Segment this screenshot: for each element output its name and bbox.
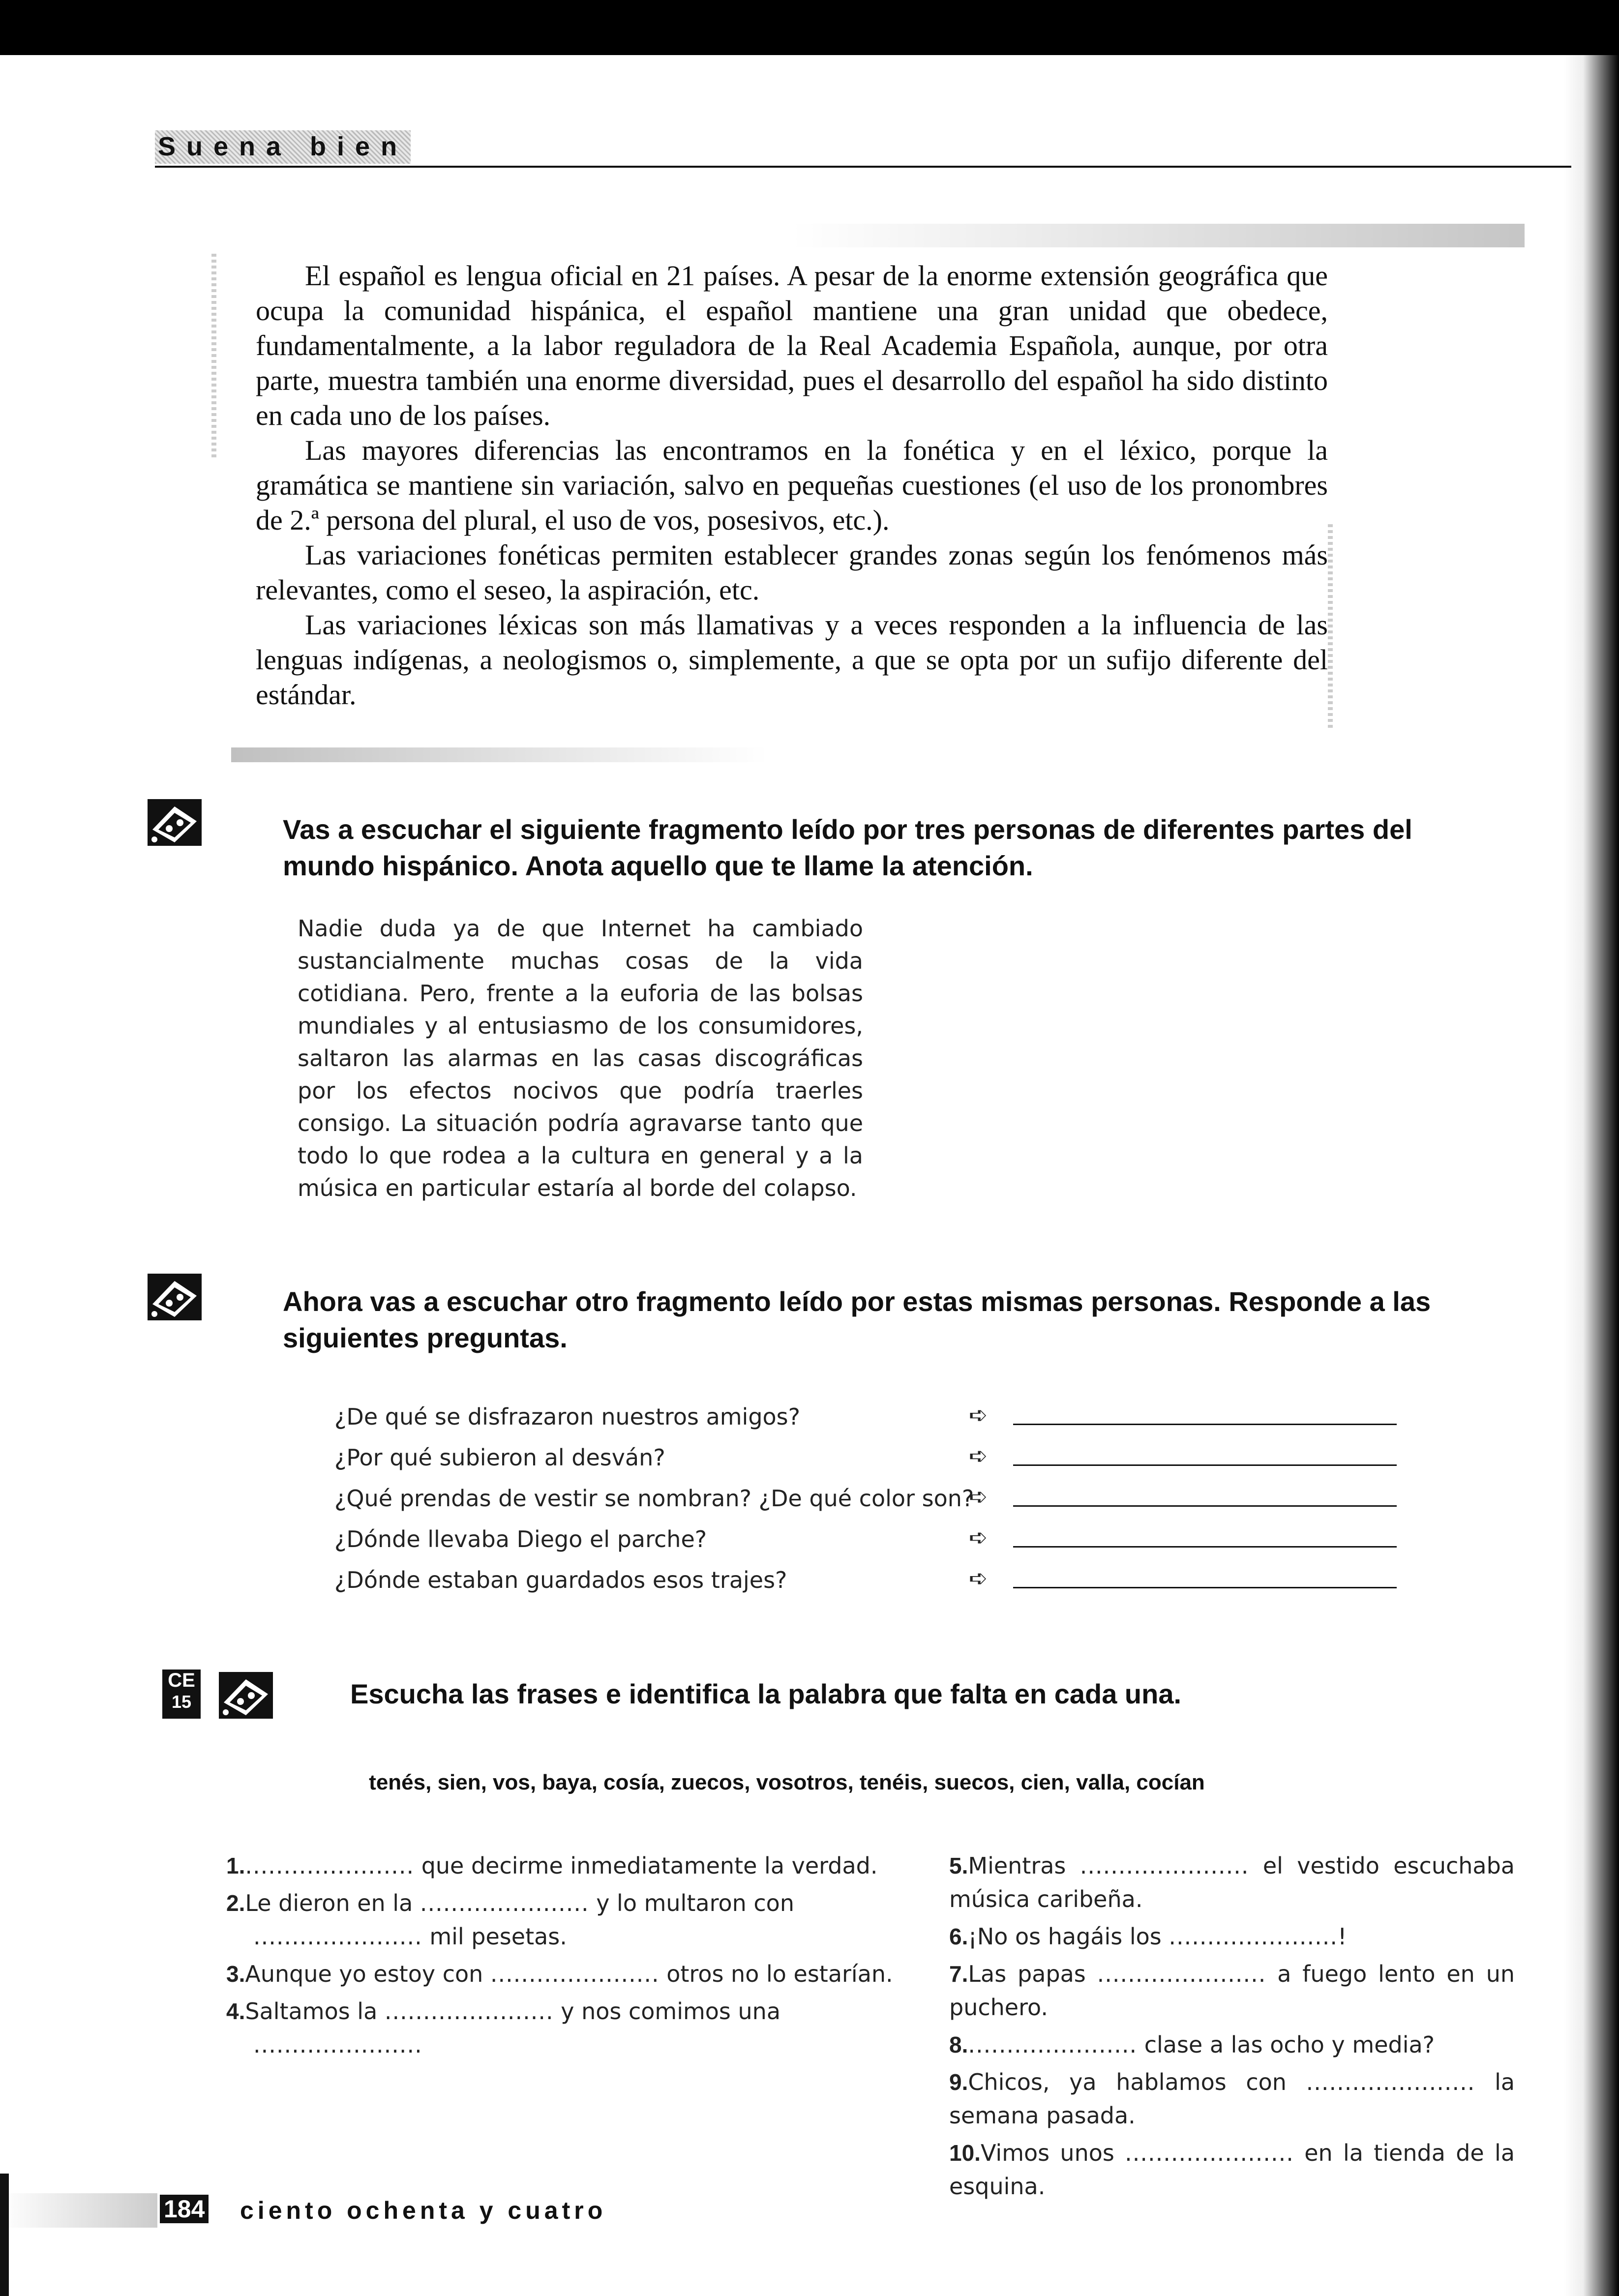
- intro-paragraph: Las mayores diferencias las encontramos en la fonética y en el léxico, porque la gramática se mantiene sin variación, salvo en pequeñas cuestiones (el uso de los pronombres de 2.ª persona del plural, el uso de vos, posesivos, etc.).: [256, 434, 1328, 536]
- exercise1-reading: Nadie duda ya de que Internet ha cambiado sustancialmente muchas cosas de la vida cotidiana. Pero, frente a la euforia de las bolsas mundiales y al entusiasmo de los consumidores, saltaron las alarmas en las casas discográficas por los efectos nocivos que podría traerles consigo. La situación podría agravarse tanto que todo lo que rodea a la cultura en general y a la música en particular estaría al borde del colapso.: [298, 915, 863, 1201]
- binding-bar: [0, 2174, 9, 2296]
- sentence-number: 10.: [949, 2140, 981, 2166]
- sentence-number: 9.: [949, 2069, 968, 2095]
- blank[interactable]: ......................: [1125, 2140, 1294, 2166]
- sentence-text: la semana pasada.: [949, 2069, 1515, 2129]
- answer-line[interactable]: [1013, 1424, 1397, 1425]
- blank[interactable]: ......................: [1079, 1852, 1249, 1879]
- cassette-icon: [148, 1274, 202, 1320]
- cassette-icon: [148, 799, 202, 846]
- sentence-text: Saltamos la: [245, 1998, 378, 2025]
- sentence-text: ¡No os hagáis los: [968, 1923, 1162, 1950]
- intro-shade-top: [792, 224, 1525, 247]
- sentence-number: 4.: [226, 1998, 245, 2024]
- sentence-number: 2.: [226, 1890, 245, 1916]
- blank[interactable]: ......................: [1169, 1923, 1338, 1950]
- question-text: ¿Dónde llevaba Diego el parche?: [334, 1526, 707, 1552]
- sentence-item: [949, 2028, 1515, 2061]
- exercise3-instruction: Escucha las frases e identifica la palabra que falta en cada una.: [350, 1678, 1182, 1709]
- sentence-item: [226, 1849, 907, 1882]
- cassette-icon-svg: [148, 1274, 202, 1320]
- blank[interactable]: ......................: [1097, 1961, 1266, 1987]
- answer-line[interactable]: [1013, 1464, 1397, 1466]
- cassette-icon: [219, 1672, 273, 1719]
- sentence-text: Chicos, ya hablamos con: [968, 2069, 1287, 2095]
- question-text: ¿Por qué subieron al desván?: [334, 1444, 665, 1471]
- cassette-icon-svg: [148, 799, 202, 846]
- sentence-number: 6.: [949, 1924, 968, 1949]
- sentence-text: en la tienda de la esquina.: [949, 2140, 1515, 2200]
- question-text: ¿Qué prendas de vestir se nombran? ¿De qué color son?: [334, 1485, 974, 1512]
- blank[interactable]: ......................: [490, 1961, 660, 1987]
- intro-paragraph: Las variaciones léxicas son más llamativas y a veces responden a la influencia de las lenguas indígenas, a neologismos o, simplemente, a que se opta por un sufijo diferente del estándar.: [256, 609, 1328, 711]
- sentence-text: Aunque yo estoy con: [245, 1961, 483, 1987]
- ce-badge: [162, 1670, 201, 1719]
- sentence-text: clase a las ocho y media?: [1144, 2031, 1435, 2058]
- arrow-icon: ➪: [969, 1483, 988, 1510]
- sentence-text: Las papas: [968, 1961, 1086, 1987]
- sentence-item: [949, 1920, 1515, 1953]
- question-list: [334, 1397, 1407, 1601]
- blank[interactable]: ......................: [253, 1923, 422, 1950]
- word-bank: tenés, sien, vos, baya, cosía, zuecos, vosotros, tenéis, suecos, cien, valla, cocían: [369, 1770, 1205, 1794]
- arrow-icon: ➪: [969, 1401, 988, 1428]
- section-title: Suena bien: [155, 130, 411, 164]
- ce-badge-bottom: 15: [171, 1692, 192, 1712]
- answer-line[interactable]: [1013, 1546, 1397, 1548]
- question-row: [334, 1478, 1407, 1519]
- sentences-right: [949, 1849, 1515, 2207]
- question-text: ¿De qué se disfrazaron nuestros amigos?: [334, 1403, 801, 1430]
- sentence-item: [949, 1957, 1515, 2024]
- blank[interactable]: ......................: [1306, 2069, 1475, 2095]
- sentence-item: [226, 1886, 907, 1953]
- sentence-item: [226, 1995, 907, 2061]
- sentence-number: 3.: [226, 1961, 245, 1987]
- sentence-text: a fuego lento en un puchero.: [949, 1961, 1515, 2021]
- page-number: 184: [160, 2195, 209, 2223]
- sentence-item: [949, 2065, 1515, 2132]
- cassette-icon-svg: [219, 1672, 273, 1719]
- sentence-text: !: [1338, 1923, 1347, 1950]
- header-rule: [155, 166, 1571, 168]
- sentence-number: 8.: [949, 2032, 968, 2057]
- question-row: [334, 1560, 1407, 1601]
- sentence-text: el vestido escuchaba música caribeña.: [949, 1852, 1515, 1912]
- sentence-number: 5.: [949, 1853, 968, 1879]
- intro-paragraph: El español es lengua oficial en 21 países. A pesar de la enorme extensión geográfica que ocupa la comunidad hispánica, el español mantiene una gran unidad que obedece, fundamentalmente, a la labor reguladora de la Real Academia Española, aunque, por otra parte, muestra también una enorme diversidad, pues el desarrollo del español ha sido distinto en cada uno de los países.: [256, 260, 1328, 431]
- question-row: [334, 1519, 1407, 1560]
- question-row: [334, 1437, 1407, 1478]
- sentences-left: [226, 1849, 907, 2065]
- blank[interactable]: ......................: [420, 1890, 589, 1916]
- sentence-number: 1.: [226, 1853, 245, 1879]
- exercise2-instruction: Ahora vas a escuchar otro fragmento leído por estas mismas personas. Responde a las siguientes preguntas.: [283, 1286, 1431, 1353]
- sentence-text: mil pesetas.: [429, 1923, 567, 1950]
- sentence-item: [949, 1849, 1515, 1916]
- arrow-icon: ➪: [969, 1565, 988, 1591]
- sentence-text: Vimos unos: [980, 2140, 1114, 2166]
- blank[interactable]: ......................: [968, 2031, 1138, 2058]
- blank[interactable]: ......................: [384, 1998, 554, 2025]
- question-row: [334, 1397, 1407, 1437]
- answer-line[interactable]: [1013, 1587, 1397, 1588]
- blank[interactable]: ......................: [245, 1852, 415, 1879]
- answer-line[interactable]: [1013, 1505, 1397, 1507]
- blank[interactable]: ......................: [253, 2031, 422, 2058]
- question-text: ¿Dónde estaban guardados esos trajes?: [334, 1567, 787, 1593]
- arrow-icon: ➪: [969, 1524, 988, 1551]
- intro-paragraph: Las variaciones fonéticas permiten establecer grandes zonas según los fenómenos más relevantes, como el seseo, la aspiración, etc.: [256, 539, 1328, 606]
- intro-shade-right: [1328, 521, 1333, 728]
- sentence-text: Mientras: [968, 1852, 1066, 1879]
- sentence-number: 7.: [949, 1961, 968, 1987]
- sentence-text: Le dieron en la: [245, 1890, 413, 1916]
- sentence-text: y nos comimos una: [561, 1998, 781, 2025]
- intro-shade-bottom: [231, 747, 767, 762]
- footer-shade: [0, 2193, 157, 2228]
- ce-badge-top: CE: [168, 1670, 195, 1691]
- sentence-text: otros no lo estarían.: [666, 1961, 893, 1987]
- intro-box: [216, 236, 1343, 733]
- intro-text: [256, 258, 1328, 712]
- sentence-item: [949, 2136, 1515, 2203]
- arrow-icon: ➪: [969, 1442, 988, 1469]
- sentence-item: [226, 1957, 907, 1991]
- exercise1-instruction: Vas a escuchar el siguiente fragmento leído por tres personas de diferentes partes del mundo hispánico. Anota aquello que te llame la atención.: [283, 814, 1412, 881]
- intro-shade-left: [211, 251, 216, 457]
- page-edge: [1564, 55, 1619, 2296]
- sentence-text: que decirme inmediatamente la verdad.: [421, 1852, 878, 1879]
- page-number-words: ciento ochenta y cuatro: [240, 2197, 607, 2224]
- sentence-text: y lo multaron con: [596, 1890, 794, 1916]
